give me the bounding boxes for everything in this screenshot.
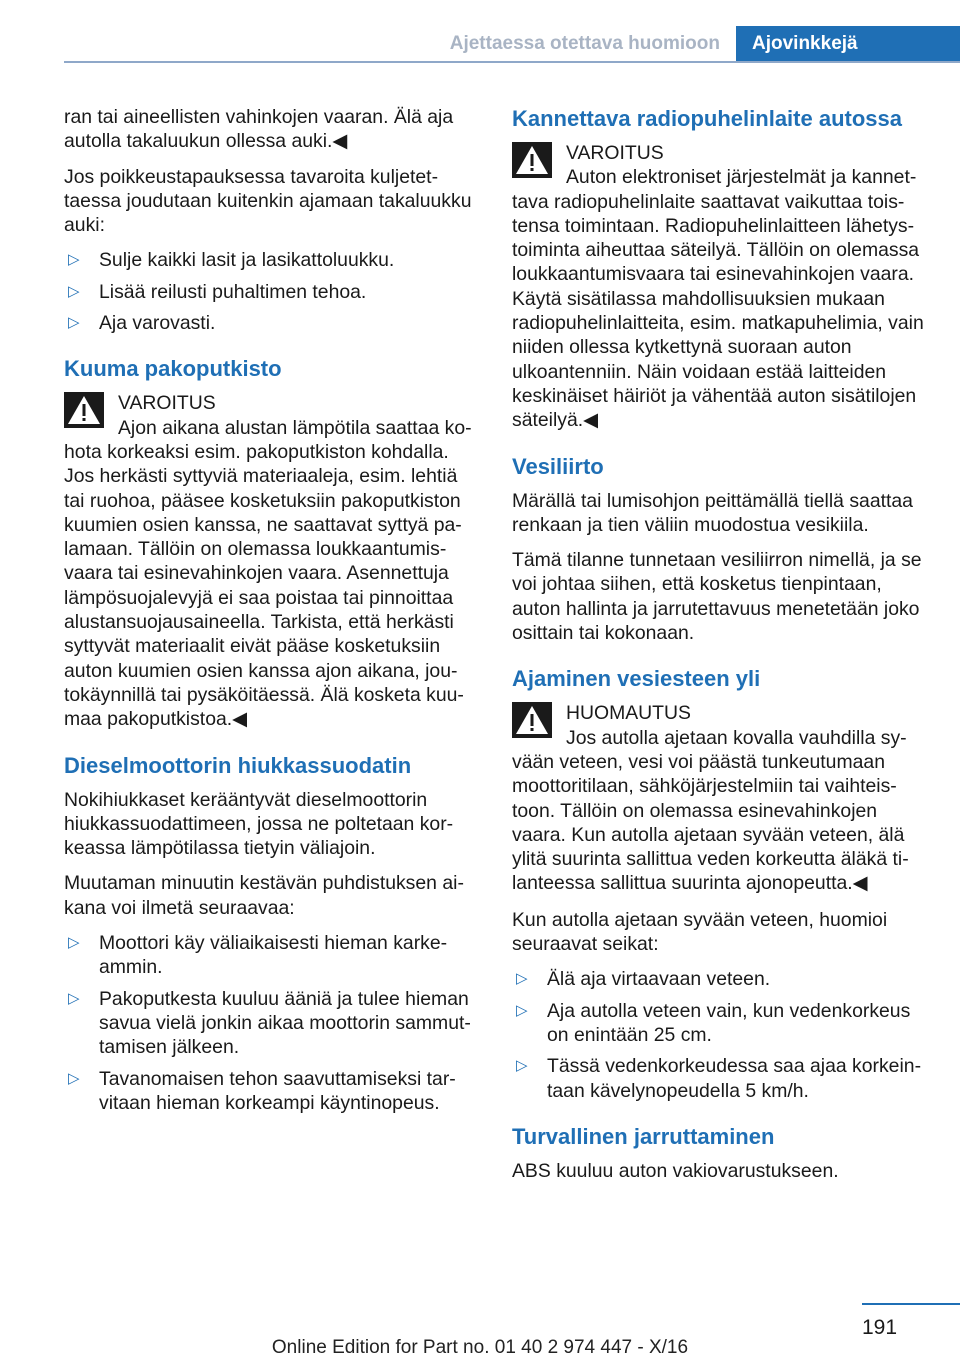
warning-triangle-icon	[64, 392, 104, 428]
list-item: ▷ Lisää reilusti puhaltimen tehoa.	[68, 280, 367, 303]
notice-text: Jos autolla ajetaan kovalla vauhdilla syvään veteen, vesi voi päästä tunkeutumaan moottoritilaan, sähköjärjestelmiin tai vaihteistoon. Tällöin on olemassa esinevahinkojen vaara. Kun autolla ajetaan syvään veteen, älä ylitä suurinta sallittua veden korkeutta äläkä tilanteessa sallittua suurinta ajonopeutta.◀	[512, 726, 909, 895]
warning-label: VAROITUS	[118, 392, 216, 415]
notice-label: HUOMAUTUS	[566, 702, 691, 725]
triangle-bullet-icon: ▷	[68, 251, 80, 269]
edition-footer: Online Edition for Part no. 01 40 2 974 447 - X/16	[271, 1337, 689, 1358]
paragraph: Tämä tilanne tunnetaan vesiliirron nimellä, ja se voi johtaa siihen, että kosketus tienpintaan, auton hallinta ja jarrutettavuus menetetään joko osittain tai kokonaan.	[512, 549, 922, 645]
warning-box	[64, 391, 478, 731]
paragraph: Jos poikkeustapauksessa tavaroita kuljetettaessa joudutaan kuitenkin ajamaan takaluukku auki:	[64, 165, 472, 237]
list-item: ▷ Aja varovasti.	[68, 312, 216, 335]
triangle-bullet-icon: ▷	[68, 282, 80, 300]
triangle-bullet-icon: ▷	[68, 314, 80, 332]
section-heading-turvallinen-jarruttaminen: Turvallinen jarruttaminen	[512, 1123, 775, 1149]
bullet-list	[512, 967, 926, 1102]
paragraph: Kun autolla ajetaan syvään veteen, huomioi seuraavat seikat:	[512, 908, 888, 956]
section-heading-dieselmoottorin-hiukkassuodatin: Dieselmoottorin hiukkassuodatin	[64, 752, 412, 778]
list-item: ▷ Moottori käy väliaikaisesti hieman karkeammin.	[68, 932, 448, 979]
paragraph: Nokihiukkaset kerääntyvät dieselmoottorin hiukkassuodattimeen, jossa ne poltetaan korkeassa lämpötilassa tietyin väliajoin.	[64, 788, 454, 860]
triangle-bullet-icon: ▷	[516, 1001, 528, 1019]
list-item: ▷ Älä aja virtaavaan veteen.	[516, 968, 771, 991]
warning-triangle-icon	[512, 142, 552, 178]
section-heading-kannettava-radiopuhelinlaite: Kannettava radiopuhelinlaite autossa	[512, 106, 902, 131]
paragraph: ABS kuuluu auton vakiovarustukseen.	[512, 1159, 839, 1182]
triangle-bullet-icon: ▷	[516, 1057, 528, 1075]
section-heading-ajaminen-vesiesteen-yli: Ajaminen vesiesteen yli	[512, 666, 761, 692]
triangle-bullet-icon: ▷	[68, 934, 80, 952]
header-section-title: Ajettaessa otettava huomioon	[449, 33, 720, 54]
left-column	[64, 105, 478, 1125]
section-heading-kuuma-pakoputkisto: Kuuma pakoputkisto	[64, 356, 282, 382]
warning-triangle-icon	[512, 702, 552, 738]
list-item: ▷ Pakoputkesta kuuluu ääniä ja tulee hieman savua vielä jonkin aikaa moottorin sammuttamisen jälkeen.	[68, 987, 471, 1059]
list-item: ▷ Tässä vedenkorkeudessa saa ajaa korkeintaan kävelynopeudella 5 km/h.	[516, 1055, 922, 1102]
warning-text: Auton elektroniset järjestelmät ja kannettava radiopuhelinlaite saattavat vaikuttaa toistensa toimintaan. Radiopuhelinlaitteen lähetystoiminta aiheuttaa säteilyä. Tällöin on olemassa loukkaantumisvaara tai esinevahinkojen vaara. Käytä sisätilassa mahdollisuuksien mukaan radiopuhelinlaitteita, esim. matkapuhelimia, vain niiden ollessa kytkettynä suoraan auton ulkoantenniin. Näin voidaan estää laitteiden keskinäiset häiriöt ja vähentää auton sisätilojen säteilyä.◀	[512, 166, 924, 432]
section-heading-vesiliirto: Vesiliirto	[512, 453, 604, 479]
paragraph: Muutaman minuutin kestävän puhdistuksen aikana voi ilmetä seuraavaa:	[64, 872, 464, 919]
paragraph: ran tai aineellisten vahinkojen vaaran. Älä aja autolla takaluukun ollessa auki.◀	[64, 106, 454, 153]
paragraph: Märällä tai lumisohjon peittämällä tiellä saattaa renkaan ja tien väliin muodostua vesikiila.	[512, 489, 913, 536]
list-item: ▷ Aja autolla veteen vain, kun vedenkorkeus on enintään 25 cm.	[516, 999, 911, 1046]
header-chapter-tab: Ajovinkkejä	[736, 26, 960, 62]
list-item: ▷ Tavanomaisen tehon saavuttamiseksi tarvitaan hieman korkeampi käyntinopeus.	[68, 1067, 456, 1114]
warning-box	[512, 141, 926, 433]
warning-label: VAROITUS	[566, 142, 664, 164]
bullet-list	[64, 931, 478, 1115]
list-item: ▷ Sulje kaikki lasit ja lasikattoluukku.	[68, 249, 395, 272]
header-rule	[64, 61, 960, 63]
bullet-list	[64, 248, 478, 335]
warning-text: Ajon aikana alustan lämpötila saattaa kohota korkeaksi esim. pakoputkiston kohdalla. Jos herkästi syttyviä materiaaleja, esim. lehtiä tai ruohoa, pääsee kosketuksiin pakoputkiston kuumien osien kanssa, ne saattavat syttyä palamaan. Tällöin on olemassa loukkaantumisvaara tai esinevahinkojen vaara. Asennettuja lämpösuojalevyjä ei saa poistaa tai pinnoittaa alustansuojausaineella. Tarkista, että herkästi syttyvät materiaalit eivät pääse kosketuksiin auton kuumien osien kanssa ajon aikana, joutokäynnillä tai pysäköitäessä. Älä kosketa kuumaa pakoputkistoa.◀	[64, 416, 472, 731]
triangle-bullet-icon: ▷	[68, 989, 80, 1007]
right-column	[512, 105, 926, 1194]
footer-rule	[862, 1303, 960, 1305]
page-number: 191	[862, 1316, 898, 1339]
notice-box	[512, 701, 926, 895]
triangle-bullet-icon: ▷	[68, 1069, 80, 1087]
triangle-bullet-icon: ▷	[516, 970, 528, 988]
